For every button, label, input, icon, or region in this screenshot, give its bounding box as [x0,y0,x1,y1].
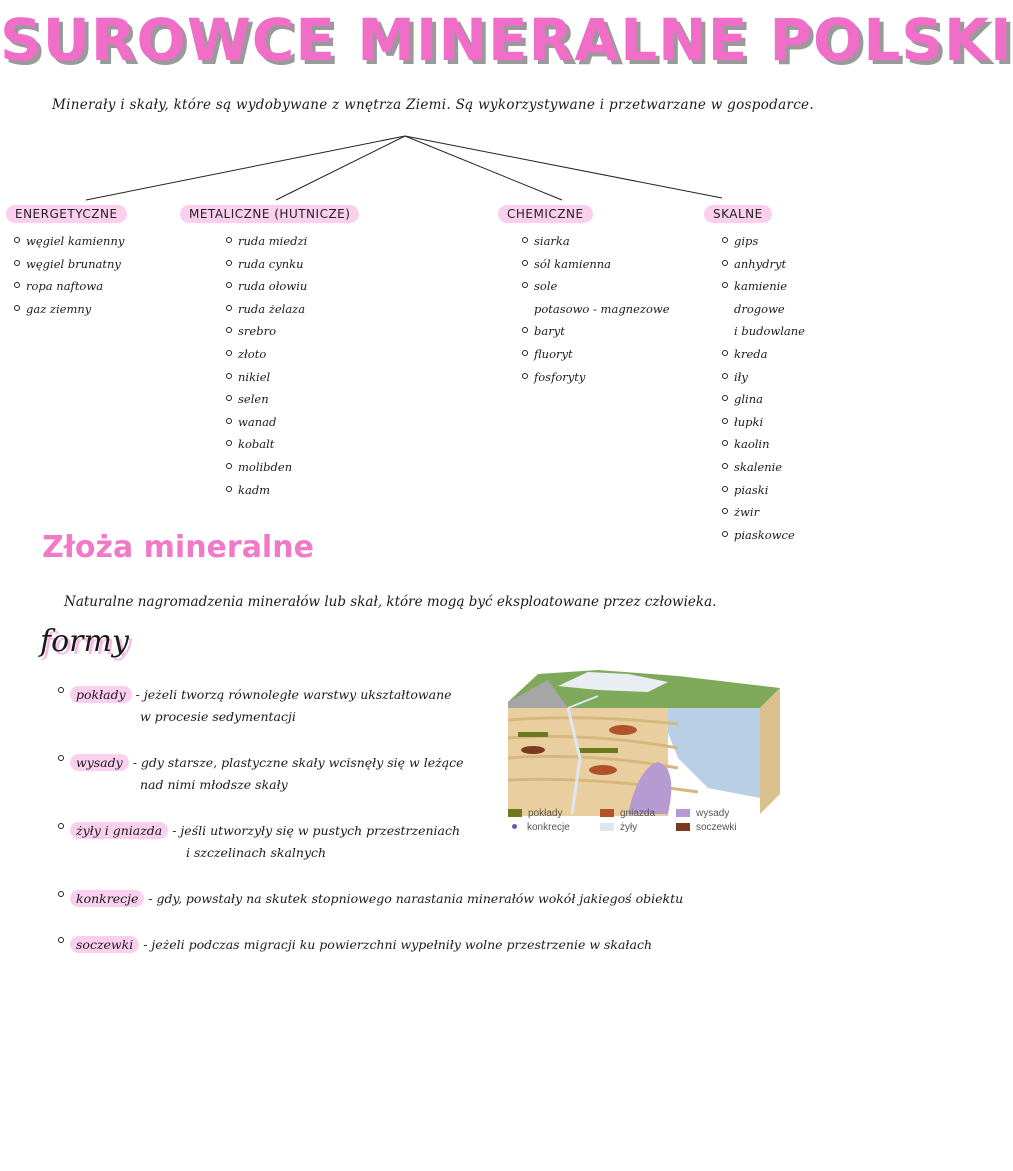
form-konkrecje [58,888,683,910]
list-item: kobalt [226,433,307,456]
page-title: SUROWCE MINERALNE POLSKI [0,6,1013,74]
list-item: ruda miedzi [226,230,307,253]
list-item: i budowlane [734,324,805,339]
list-item: ruda żelaza [226,298,307,321]
legend-item: pokłady [508,808,562,819]
list-item: fosforyty [522,366,670,389]
legend-item: soczewki [676,822,737,833]
tree-line-energetyczne [86,136,405,200]
list-item: żwir [722,501,805,524]
form-desc-cont: nad nimi młodsze skały [140,777,288,792]
minerals-definition: Minerały i skały, które są wydobywane z wnętrza Ziemi. Są wykorzystywane i przetwarzane w gospodarce. [52,97,814,113]
form-soczewki [58,934,652,956]
bullet-icon [58,755,64,761]
list-item: baryt [522,320,670,343]
list-item: fluoryt [522,343,670,366]
form-term: wysady [70,754,129,771]
legend-swatch [600,809,614,817]
list-item: srebro [226,320,307,343]
form-wysady [58,752,464,796]
list-energetyczne [14,230,124,320]
bullet-icon [58,937,64,943]
list-item: gaz ziemny [14,298,124,321]
legend-swatch [676,809,690,817]
form-term: pokłady [70,686,132,703]
list-item: kreda [722,343,805,366]
geology-block-illustration [508,668,780,814]
legend-item: żyły [600,822,637,833]
list-item: potasowo - magnezowe [534,301,670,316]
legend-swatch [512,824,517,829]
tree-line-skalne [405,136,722,198]
form-term: żyły i gniazda [70,822,168,839]
form-desc: - jeżeli podczas migracji ku powierzchni wypełniły wolne przestrzenie w skałach [143,937,652,952]
list-item: gips [722,230,805,253]
deposits-heading: Złoża mineralne [42,530,314,565]
form-pokłady [58,684,452,728]
form-desc-cont: w procesie sedymentacji [140,709,296,724]
legend-item: gniazda [600,808,655,819]
list-item: kaolin [722,433,805,456]
list-item: łupki [722,411,805,434]
deposits-definition: Naturalne nagromadzenia minerałów lub skał, które mogą być eksploatowane przez człowieka. [64,594,717,610]
category-chemiczne: CHEMICZNE [498,205,593,223]
list-chemiczne [522,230,670,388]
bullet-icon [58,891,64,897]
category-skalne: SKALNE [704,205,772,223]
list-item: ruda cynku [226,253,307,276]
list-item: drogowe [734,301,785,316]
list-item: ropa naftowa [14,275,124,298]
list-item: kamienie [722,275,805,298]
forms-heading: formy [40,624,129,659]
list-item: złoto [226,343,307,366]
tree-line-metaliczne [276,136,405,200]
legend-swatch [676,823,690,831]
category-energetyczne: ENERGETYCZNE [6,205,127,223]
form-desc: - jeśli utworzyły się w pustych przestrzeniach [172,823,461,838]
form-zyly-gniazda [58,820,460,864]
list-item: molibden [226,456,307,479]
list-item: piaski [722,479,805,502]
list-item: selen [226,388,307,411]
category-tree-lines [0,0,1013,220]
list-item: iły [722,366,805,389]
list-metaliczne [226,230,307,501]
legend-item: konkrecje [508,822,570,833]
list-item: sól kamienna [522,253,670,276]
bullet-icon [58,687,64,693]
category-metaliczne: METALICZNE (HUTNICZE) [180,205,359,223]
list-item: anhydryt [722,253,805,276]
list-item: wanad [226,411,307,434]
list-item: siarka [522,230,670,253]
list-item: piaskowce [722,524,805,547]
list-item: ruda ołowiu [226,275,307,298]
list-item: węgiel brunatny [14,253,124,276]
legend-item: wysady [676,808,729,819]
bullet-icon [58,823,64,829]
list-item: skalenie [722,456,805,479]
legend-swatch [508,809,522,817]
tree-line-chemiczne [405,136,562,200]
list-item: glina [722,388,805,411]
form-desc: - gdy, powstały na skutek stopniowego narastania minerałów wokół jakiegoś obiektu [148,891,684,906]
form-desc: - jeżeli tworzą równoległe warstwy ukształtowane [135,687,452,702]
legend-swatch [600,823,614,831]
list-item: kadm [226,479,307,502]
list-item: sole [522,275,670,298]
form-term: konkrecje [70,890,144,907]
list-item: węgiel kamienny [14,230,124,253]
form-desc: - gdy starsze, plastyczne skały wcisnęły się w leżące [132,755,464,770]
list-item: nikiel [226,366,307,389]
form-term: soczewki [70,936,139,953]
form-desc-cont: i szczelinach skalnych [186,845,327,860]
list-skalne [722,230,805,546]
